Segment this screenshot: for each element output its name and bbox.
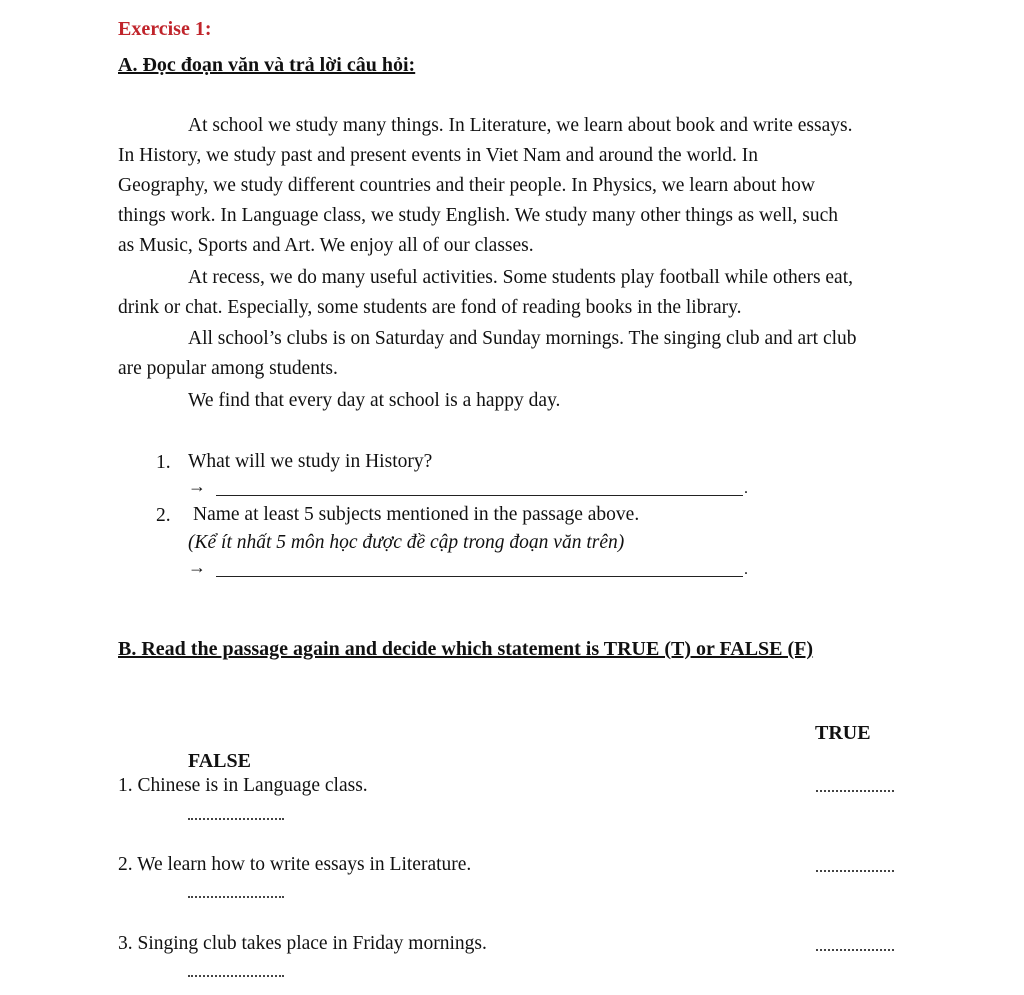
- question-text: Name at least 5 subjects mentioned in the passage above.: [193, 504, 640, 525]
- true-answer-blank[interactable]: [816, 790, 894, 792]
- passage-line: We find that every day at school is a happy day.: [188, 390, 561, 411]
- passage-line: At school we study many things. In Literature, we learn about book and write essays.: [188, 115, 853, 136]
- arrow-icon: →: [188, 476, 206, 496]
- passage-line: drink or chat. Especially, some students are fond of reading books in the library.: [118, 297, 742, 318]
- question-number: 1.: [156, 452, 171, 473]
- passage-line: All school’s clubs is on Saturday and Sunday mornings. The singing club and art club: [188, 328, 857, 349]
- true-column-label: TRUE: [815, 722, 871, 744]
- passage-line: as Music, Sports and Art. We enjoy all of our classes.: [118, 235, 534, 256]
- passage-line: In History, we study past and present events in Viet Nam and around the world. In: [118, 145, 759, 166]
- line-end: .: [744, 480, 748, 497]
- statement-text: 3. Singing club takes place in Friday mornings.: [118, 933, 487, 954]
- statement-text: 2. We learn how to write essays in Literature.: [118, 854, 472, 875]
- question-translation: (Kể ít nhất 5 môn học được đề cập trong đoạn văn trên): [188, 532, 625, 553]
- part-a-heading: A. Đọc đoạn văn và trả lời câu hỏi:: [118, 54, 416, 76]
- arrow-icon: →: [188, 557, 206, 577]
- false-column-label: FALSE: [188, 750, 251, 772]
- exercise-title: Exercise 1:: [118, 18, 212, 40]
- false-answer-blank[interactable]: [188, 896, 284, 898]
- false-answer-blank[interactable]: [188, 975, 284, 977]
- question-text: What will we study in History?: [188, 451, 433, 472]
- answer-line[interactable]: [216, 576, 743, 577]
- part-b-heading: B. Read the passage again and decide which statement is TRUE (T) or FALSE (F): [118, 638, 814, 660]
- statement-text: 1. Chinese is in Language class.: [118, 775, 368, 796]
- question-number: 2.: [156, 505, 171, 526]
- passage-line: Geography, we study different countries and their people. In Physics, we learn about how: [118, 175, 815, 196]
- line-end: .: [744, 561, 748, 578]
- false-answer-blank[interactable]: [188, 818, 284, 820]
- passage-line: things work. In Language class, we study English. We study many other things as well, such: [118, 205, 839, 226]
- answer-line[interactable]: [216, 495, 743, 496]
- true-answer-blank[interactable]: [816, 949, 894, 951]
- true-answer-blank[interactable]: [816, 870, 894, 872]
- passage-line: At recess, we do many useful activities. Some students play football while others eat,: [188, 267, 854, 288]
- passage-line: are popular among students.: [118, 358, 338, 379]
